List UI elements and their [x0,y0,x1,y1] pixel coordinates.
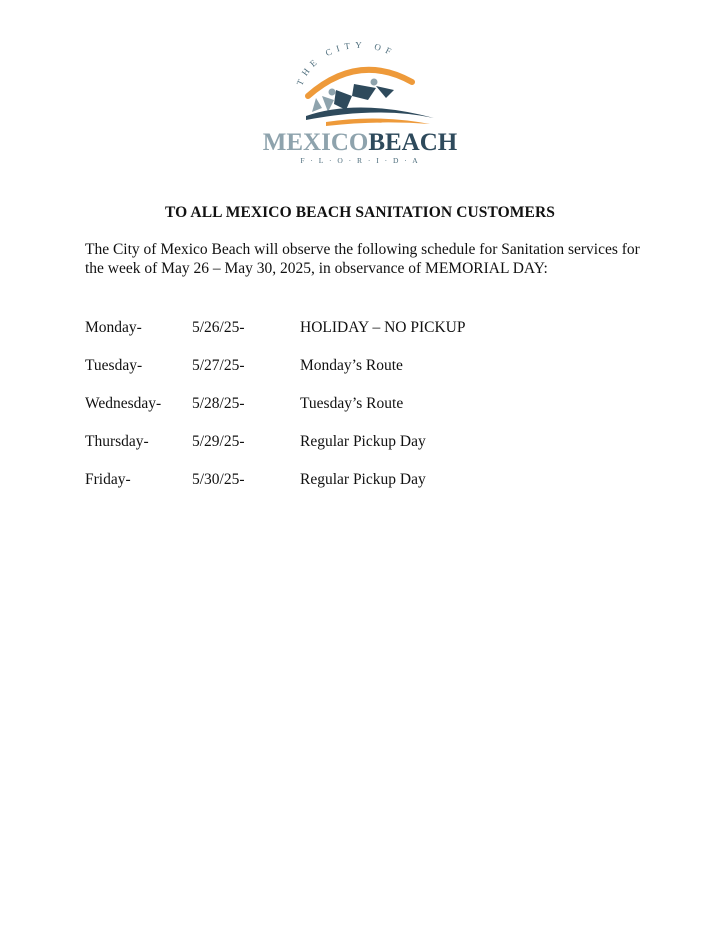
schedule-row [85,394,645,432]
city-logo [248,38,472,172]
schedule-day: Wednesday- [85,395,162,412]
schedule-service: Tuesday’s Route [300,395,404,412]
notice-headline: TO ALL MEXICO BEACH SANITATION CUSTOMERS [164,204,555,221]
pickup-schedule [85,318,645,508]
schedule-date: 5/28/25- [192,395,245,412]
schedule-date: 5/26/25- [192,319,245,336]
schedule-date: 5/29/25- [192,433,245,450]
logo-wordmark: MEXICOBEACH [262,129,458,156]
schedule-row [85,318,645,356]
schedule-service: HOLIDAY – NO PICKUP [300,319,466,336]
logo-arc-text: THE CITY OF [294,39,398,87]
schedule-row [85,432,645,470]
schedule-service: Monday’s Route [300,357,403,374]
logo-wave-dark [306,107,434,120]
logo-wave-orange [326,118,430,126]
schedule-day: Friday- [85,471,131,488]
schedule-date: 5/27/25- [192,357,245,374]
schedule-date: 5/30/25- [192,471,245,488]
schedule-row [85,470,645,508]
schedule-row [85,356,645,394]
schedule-service: Regular Pickup Day [300,433,426,450]
schedule-day: Thursday- [85,433,149,450]
logo-state-text: F · L · O · R · I · D · A [300,156,420,165]
schedule-day: Monday- [85,319,142,336]
schedule-service: Regular Pickup Day [300,471,426,488]
schedule-day: Tuesday- [85,357,143,374]
notice-intro: The City of Mexico Beach will observe the following schedule for Sanitation services for the week of May 26 – May 30, 2025, in observance of MEMORIAL DAY: [85,241,640,277]
